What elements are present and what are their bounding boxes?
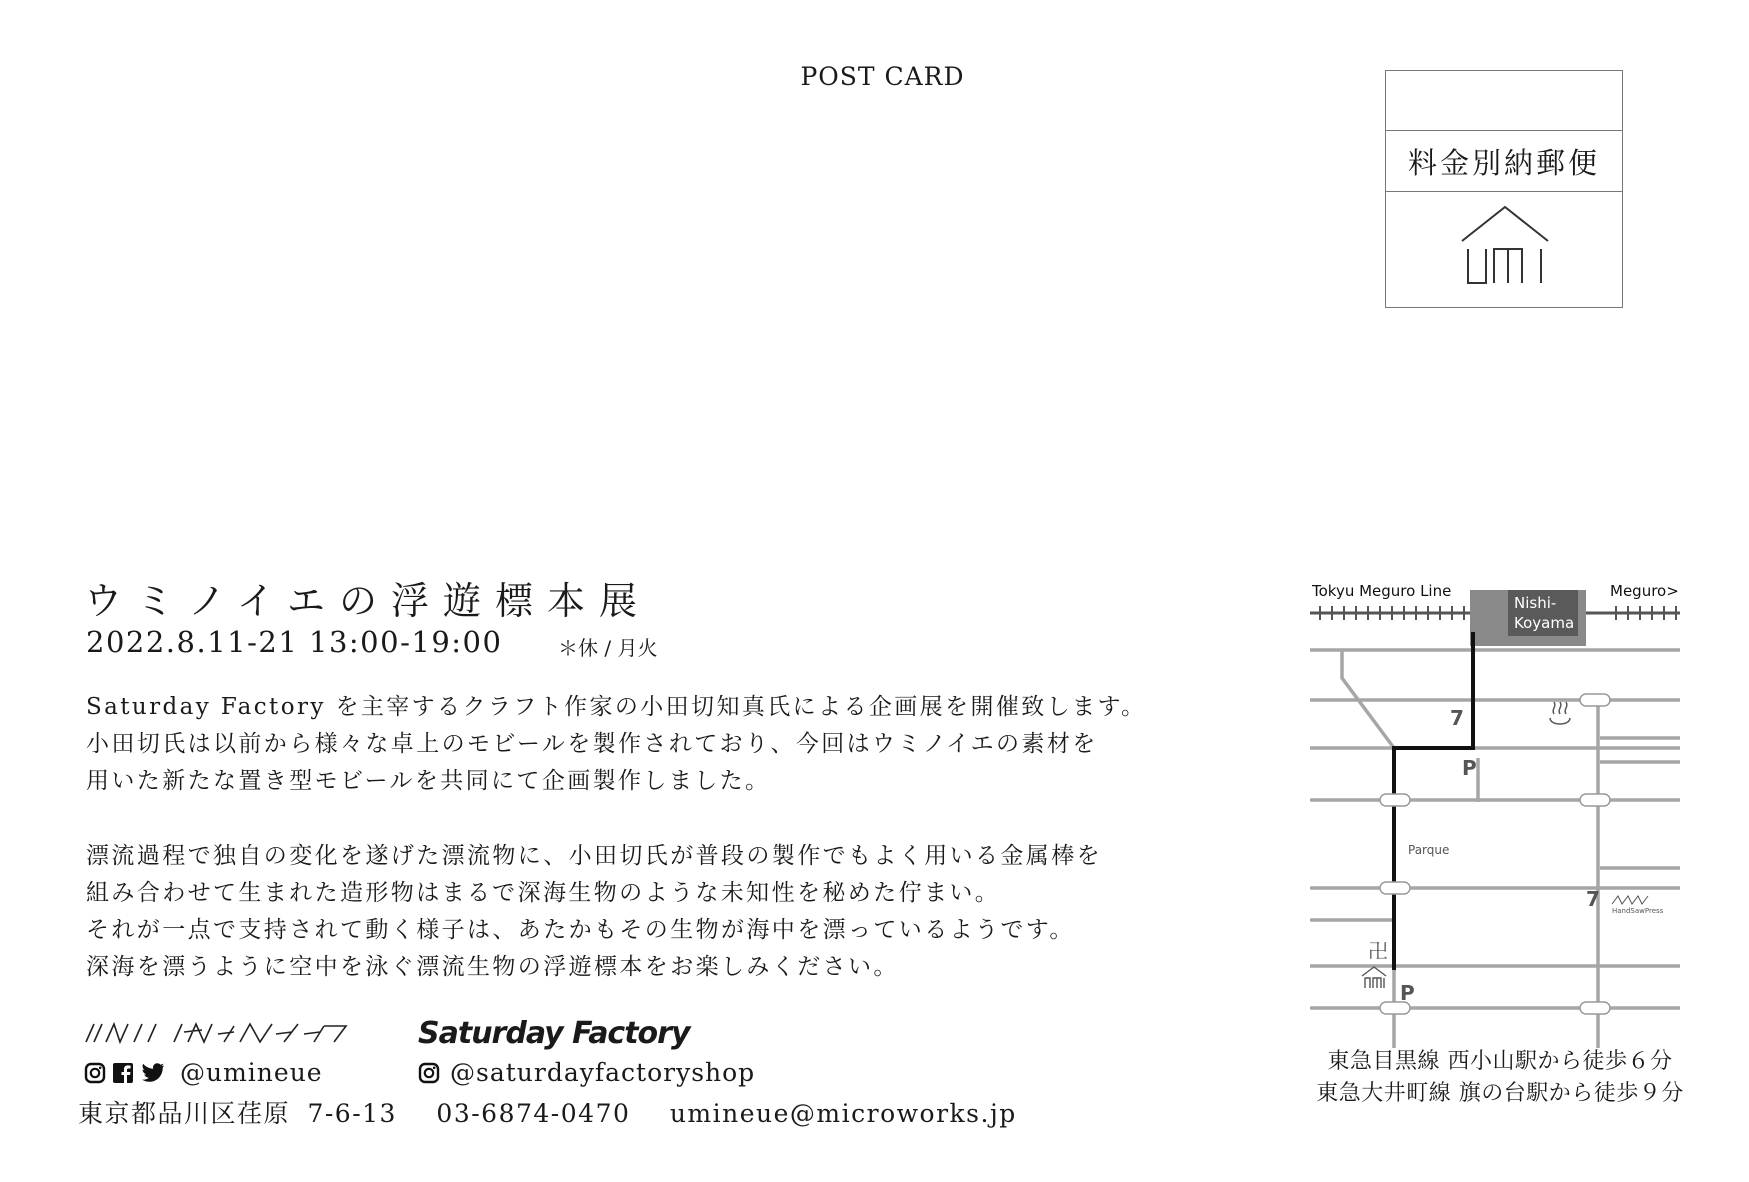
facebook-icon[interactable] xyxy=(112,1062,134,1084)
contact-line xyxy=(78,1094,1017,1130)
saturday-factory-logo: Saturday Factory xyxy=(418,1016,690,1051)
map-direction-label: Meguro> xyxy=(1610,582,1679,600)
handsawpress-label: HandSawPress xyxy=(1612,907,1664,915)
text-line: 組み合わせて生まれた造形物はまるで深海生物のような未知性を秘めた佇まい。 xyxy=(86,880,1001,906)
station-name-line1: Nishi- xyxy=(1514,594,1557,612)
phone-number[interactable]: 03-6874-0470 xyxy=(436,1099,631,1128)
umi-social-row xyxy=(84,1058,323,1087)
handsawpress-logo-icon xyxy=(1612,896,1648,904)
email-address[interactable]: umineue@microworks.jp xyxy=(669,1099,1017,1128)
instagram-icon[interactable] xyxy=(418,1062,440,1084)
umi-no-ie-script-logo xyxy=(84,1022,348,1044)
access-route-1: 東急目黒線 西小山駅から徒歩６分 xyxy=(1327,1049,1673,1074)
convenience-store-7-icon: 7 xyxy=(1586,887,1600,911)
twitter-icon[interactable] xyxy=(140,1062,166,1084)
map-line-label: Tokyu Meguro Line xyxy=(1312,582,1452,600)
saturday-handle[interactable]: @saturdayfactoryshop xyxy=(450,1058,756,1087)
text-line: それが一点で支持されて動く様子は、あたかもその生物が海中を漂っているようです。 xyxy=(86,917,1075,943)
intro-paragraph xyxy=(86,689,1146,800)
umi-house-logo-icon xyxy=(1460,205,1550,285)
text-line: Saturday Factory を主宰するクラフト作家の小田切知真氏による企画展を開催致します。 xyxy=(86,694,1147,720)
text-line: 用いた新たな置き型モビールを共同にて企画製作しました。 xyxy=(86,768,771,794)
parking-icon: P xyxy=(1400,981,1415,1005)
stamp-blank-row xyxy=(1386,71,1622,131)
closed-days-note: ＊休 / 月火 xyxy=(558,636,658,660)
hot-spring-icon xyxy=(1550,702,1570,724)
access-route-2: 東急大井町線 旗の台駅から徒歩９分 xyxy=(1316,1081,1684,1106)
address: 東京都品川区荏原 7-6-13 xyxy=(78,1099,397,1128)
station-name-line2: Koyama xyxy=(1514,614,1575,632)
description-paragraph xyxy=(86,838,1102,986)
access-map xyxy=(1300,578,1690,1058)
saturday-social-row xyxy=(418,1058,755,1087)
parking-icon: P xyxy=(1462,756,1477,780)
postage-stamp-box xyxy=(1385,70,1623,308)
text-line: 漂流過程で独自の変化を遂げた漂流物に、小田切氏が普段の製作でもよく用いる金属棒を xyxy=(86,843,1102,869)
postcard-label: POST CARD xyxy=(800,62,965,91)
umi-no-ie-location-icon xyxy=(1362,967,1386,988)
temple-icon: 卍 xyxy=(1368,939,1388,963)
stamp-text: 料金別納郵便 xyxy=(1386,131,1622,192)
instagram-icon[interactable] xyxy=(84,1062,106,1084)
umi-handle[interactable]: @umineue xyxy=(180,1058,323,1087)
text-line: 深海を漂うように空中を泳ぐ漂流生物の浮遊標本をお楽しみください。 xyxy=(86,954,899,980)
map-roads xyxy=(1310,650,1680,1048)
exhibition-dates: 2022.8.11-21 13:00-19:00 xyxy=(86,625,503,659)
convenience-store-7-icon: 7 xyxy=(1450,706,1464,730)
exhibition-title: ウミノイエの浮遊標本展 xyxy=(84,579,652,623)
parque-label: Parque xyxy=(1408,843,1450,857)
text-line: 小田切氏は以前から様々な卓上のモビールを製作されており、今回はウミノイエの素材を xyxy=(86,731,1098,757)
